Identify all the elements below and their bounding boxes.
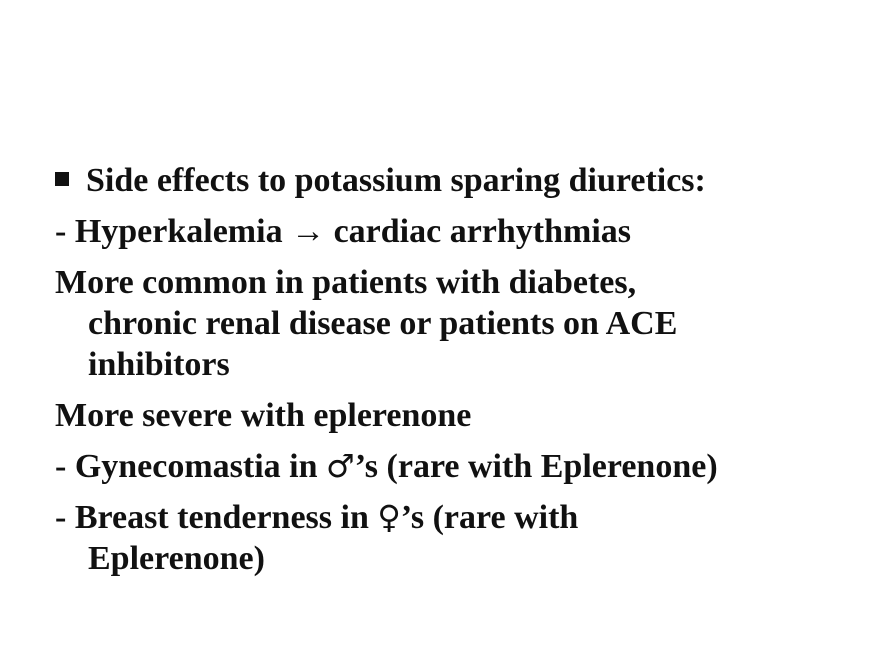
common-patients-line-3: inhibitors (88, 346, 230, 383)
heading-line (55, 160, 855, 201)
female-symbol-icon: ♀ (377, 498, 401, 536)
common-patients-line-1: More common in patients with diabetes, (55, 264, 637, 301)
hyperkalemia-line: - Hyperkalemia → cardiac arrhythmias (55, 213, 632, 250)
heading-text: Side effects to potassium sparing diuretics: (86, 162, 706, 199)
common-patients-line-2: chronic renal disease or patients on ACE (88, 305, 678, 342)
breast-tenderness-prefix: - Breast tenderness in (55, 499, 378, 536)
severity-line: More severe with eplerenone (55, 397, 472, 434)
breast-tenderness-line-1 (55, 497, 855, 538)
gynecomastia-prefix: - Gynecomastia in (55, 448, 327, 485)
breast-tenderness-suffix: ’s (rare with (400, 499, 579, 536)
square-bullet-icon (55, 172, 69, 186)
breast-tenderness-line-2: Eplerenone) (88, 540, 265, 577)
gynecomastia-suffix: ’s (rare with Eplerenone) (354, 448, 718, 485)
breast-tenderness-paragraph (55, 497, 855, 579)
male-symbol-icon: ♂ (326, 447, 355, 485)
common-patients-paragraph (55, 262, 855, 385)
slide-body (55, 160, 855, 579)
gynecomastia-line (55, 446, 855, 487)
